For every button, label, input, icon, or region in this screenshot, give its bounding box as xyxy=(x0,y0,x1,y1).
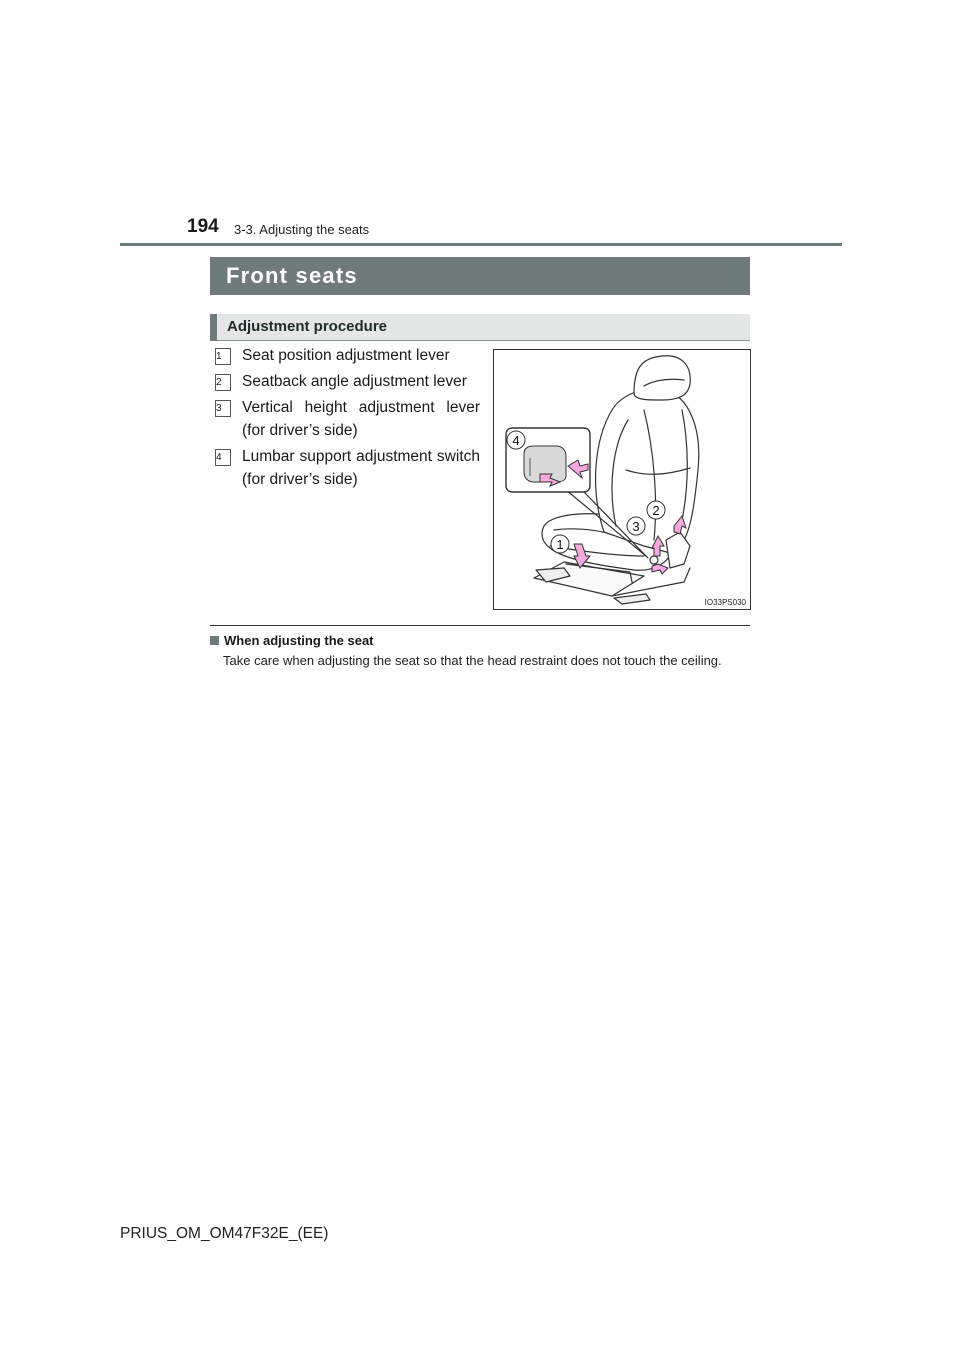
seat-illustration xyxy=(493,349,751,610)
adjustment-list xyxy=(212,344,480,494)
item-number-badge: 1 xyxy=(215,348,231,365)
section-title: Front seats xyxy=(226,263,358,288)
footer-code: PRIUS_OM_OM47F32E_(EE) xyxy=(120,1225,329,1242)
note-heading xyxy=(210,633,374,648)
list-item xyxy=(212,445,480,491)
subsection-title: Adjustment procedure xyxy=(227,318,388,335)
item-text: Lumbar support adjustment switch (for driver’s side) xyxy=(242,448,480,488)
item-text: Seat position adjustment lever xyxy=(242,347,450,364)
section-reference: 3-3. Adjusting the seats xyxy=(234,222,370,237)
list-item xyxy=(212,344,480,367)
seat-drawing xyxy=(494,350,750,609)
item-number-badge: 3 xyxy=(215,400,231,417)
page-number: 194 xyxy=(187,216,219,237)
note-body: Take care when adjusting the seat so that the head restraint does not touch the ceiling. xyxy=(223,653,722,668)
item-number-badge: 4 xyxy=(215,449,231,466)
list-item xyxy=(212,396,480,442)
item-text: Vertical height adjustment lever (for driver’s side) xyxy=(242,399,480,439)
figure-code: IO33PS030 xyxy=(704,598,746,607)
callout-2: 2 xyxy=(652,503,660,518)
callout-3: 3 xyxy=(632,519,640,534)
note-heading-text: When adjusting the seat xyxy=(224,633,374,648)
header-divider xyxy=(120,243,842,246)
section-title-bar xyxy=(210,257,750,295)
note-divider xyxy=(210,625,750,626)
item-text: Seatback angle adjustment lever xyxy=(242,373,467,390)
list-item xyxy=(212,370,480,393)
item-number-badge: 2 xyxy=(215,374,231,391)
subsection-bar xyxy=(210,314,750,341)
callout-1: 1 xyxy=(556,537,564,552)
callout-4: 4 xyxy=(512,433,520,448)
note-square-icon xyxy=(210,636,219,645)
subsection-accent xyxy=(210,314,217,341)
